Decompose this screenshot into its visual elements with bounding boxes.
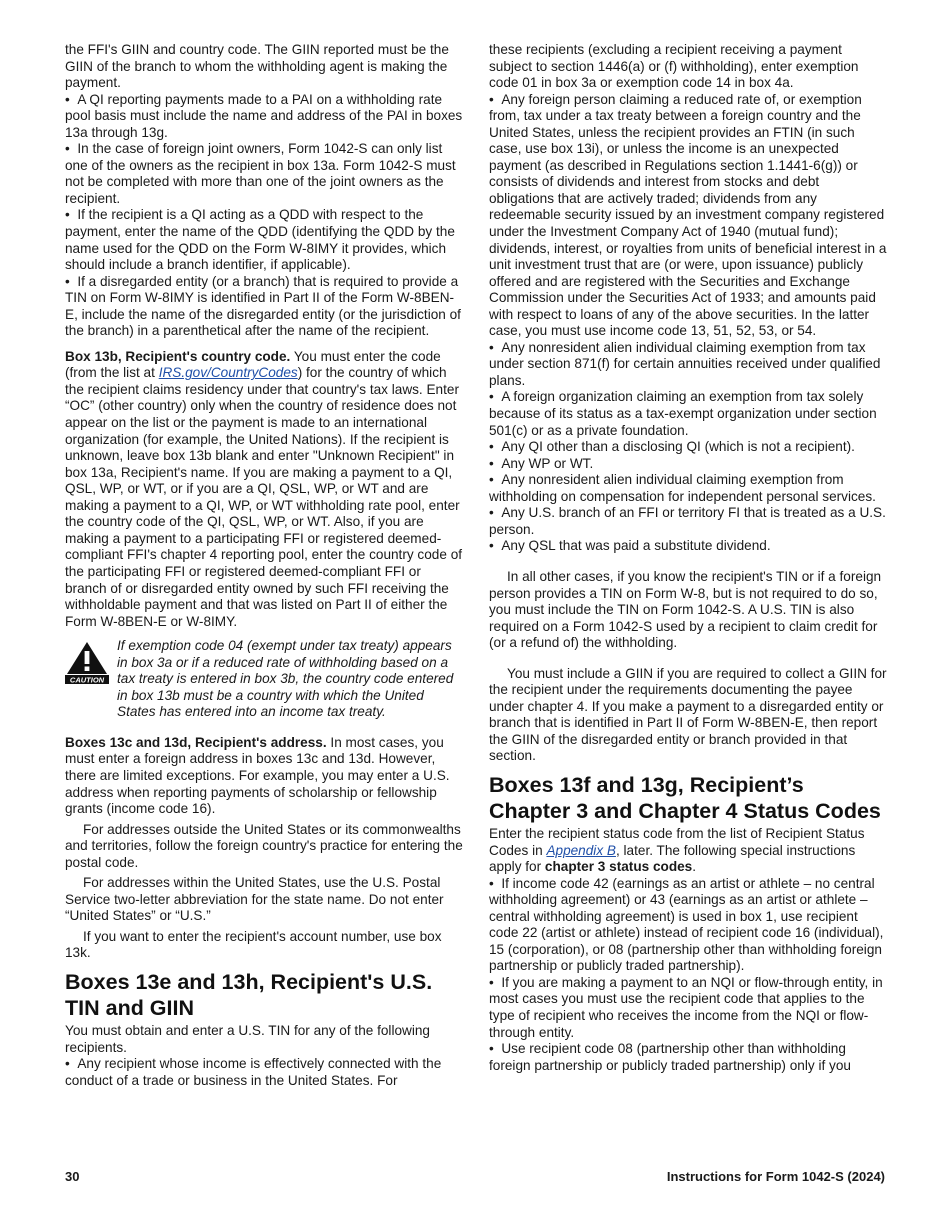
- bullet-item: • Any foreign person claiming a reduced rate of, or exemption from, tax under a tax treaty between a foreign country and the United States, unless the recipient provides an FTIN (in such case, use box 13i), or unless the income is an unexpected payment (as described in Regulations section 1.1441-6(g)) or consists of dividends and interest from stocks and debt obligations that are actively traded; dividends from any redeemable security issued by an investment company registered under the Investment Company Act of 1940 (mutual fund); dividends, interest, or royalties from units of beneficial interest in a unit investment trust that are (or were, upon issuance) publicly offered and are registered with the Securities and Exchange Commission under the Securities Act of 1933; and amounts paid with respect to loans of any of the above securities. In the latter case, you must use income code 13, 51, 52, 53, or 54.: [489, 92, 887, 340]
- box-13cd-text: In most cases, you must enter a foreign address in boxes 13c and 13d. However, there are limited exceptions. For example, you may enter a U.S. address when reporting payments of scholarship or fellowship grants (income code 16).: [65, 734, 450, 817]
- paragraph-13f: Enter the recipient status code from the list of Recipient Status Codes in Appendix B, later. The following special instructions apply for chapter 3 status codes.: [489, 825, 865, 875]
- bullet-item: • If you are making a payment to an NQI or flow-through entity, in most cases you must use the recipient code that applies to the type of recipient who receives the income from the NQI or flow-through entity.: [489, 975, 887, 1041]
- appendix-b-link[interactable]: Appendix B: [546, 842, 616, 858]
- paragraph: the FFI's GIIN and country code. The GIIN reported must be the GIIN of the branch to whom the withholding agent is making the payment.: [65, 42, 449, 91]
- bullet-item: • Any nonresident alien individual claiming exemption from tax under section 871(f) for certain annuities received under qualified plans.: [489, 340, 887, 390]
- bullet-item: • In the case of foreign joint owners, Form 1042-S can only list one of the owners as the recipient in box 13a. Form 1042-S must not be completed with more than one of the joint owners as the recipient.: [65, 141, 463, 207]
- bullet-item: • Any WP or WT.: [489, 456, 887, 473]
- paragraph: these recipients (excluding a recipient receiving a payment subject to section 1446(a) or (f) withholding), enter exemption code 01 in box 3a or exemption code 14 in box 4a.: [489, 42, 859, 91]
- paragraph: You must obtain and enter a U.S. TIN for any of the following recipients.: [65, 1022, 430, 1055]
- section-heading-13f: Boxes 13f and 13g, Recipient’s Chapter 3 and Chapter 4 Status Codes: [489, 772, 881, 823]
- box-13b-text-b: ) for the country of which the recipient claims residency under that country's tax laws. Enter “OC” (other country) only when the country of residence does not appear on the list or the payment is made to an international organization (for example, the United Nations). If the recipient is unknown, leave box 13b blank and enter "Unknown Recipient" in box 13a, Recipient's name. If you are making a payment to a QI, QSL, WP, or WT, or if you are a QI, QSL, WP, or WT and are making a payment to a QI, WP, or WT withholding rate pool, enter the country code of the QI, QSL, WP, or WT. Also, if you are making a payment to a participating FFI or registered deemed-compliant FFI's chapter 4 reporting pool, enter the country code of the participating FFI or registered deemed-compliant FFI or branch of or disregarded entity owned by such FFI receiving the withholdable payment and that was listed on Part II of either the Form W-8BEN-E or W-8IMY.: [65, 365, 463, 629]
- svg-text:CAUTION: CAUTION: [69, 675, 105, 685]
- country-codes-link[interactable]: IRS.gov/CountryCodes: [158, 365, 298, 381]
- paragraph: If you want to enter the recipient's account number, use box 13k.: [65, 928, 442, 961]
- bullet-item: • A QI reporting payments made to a PAI on a withholding rate pool basis must include the name and address of the PAI in boxes 13a through 13g.: [65, 92, 463, 142]
- bullet-item: • If income code 42 (earnings as an artist or athlete – no central withholding agreement) or 43 (earnings as an artist or athlete – central withholding agreement) is used in box 1, use recipient code 22 (artist or athlete) instead of recipient code 16 (individual), 15 (corporation), or 08 (partnership other than withholding foreign partnership or publicly traded partnership).: [489, 876, 887, 975]
- section-heading-13e: Boxes 13e and 13h, Recipient's U.S. TIN and GIIN: [65, 969, 433, 1020]
- bullet-item: • Any QI other than a disclosing QI (which is not a recipient).: [489, 439, 887, 456]
- bullet-item: • If the recipient is a QI acting as a QDD with respect to the payment, enter the name of the QDD (identifying the QDD by the name used for the QDD on the Form W-8IMY it provides, which should include a branch identifier, if applicable).: [65, 207, 463, 273]
- bullet-item: • Any QSL that was paid a substitute dividend.: [489, 538, 887, 555]
- box-13b-text-a: You must enter the code (from the list at: [65, 348, 441, 381]
- right-column: [489, 42, 887, 1074]
- caution-text: If exemption code 04 (exempt under tax treaty) appears in box 3a or if a reduced rate of withholding based on a tax treaty is entered in box 3b, the country code entered in box 13b must be a country with which the United States has entered into an income tax treaty.: [117, 638, 454, 720]
- bullet-item: • Any nonresident alien individual claiming exemption from withholding on compensation for independent personal services.: [489, 472, 887, 505]
- bullet-item: • A foreign organization claiming an exemption from tax solely because of its status as a tax-exempt organization under section 501(c) or as a private foundation.: [489, 389, 887, 439]
- box-13cd-section: [65, 735, 463, 818]
- bullet-item: • If a disregarded entity (or a branch) that is required to provide a TIN on Form W-8IMY is identified in Part II of the Form W-8BEN-E, include the name of the disregarded entity (or the jurisdiction of the branch) in a parenthetical after the name of the recipient.: [65, 274, 463, 340]
- box-13b-section: [65, 349, 463, 630]
- paragraph: In all other cases, if you know the recipient's TIN or if a foreign person provides a TIN on Form W-8, but is not required to do so, you must include the TIN on Form 1042-S. A U.S. TIN is also required on a Form 1042-S used by a recipient to claim credit for (or a refund of) the withholding.: [489, 568, 882, 651]
- page-number: 30: [65, 1169, 80, 1184]
- document-title: Instructions for Form 1042-S (2024): [666, 1169, 885, 1184]
- bullet-item: • Use recipient code 08 (partnership other than withholding foreign partnership or publicly traded partnership) only if you: [489, 1041, 887, 1074]
- caution-icon: [65, 640, 109, 684]
- left-column: [65, 42, 463, 1089]
- paragraph: For addresses within the United States, use the U.S. Postal Service two-letter abbreviation for the state name. Do not enter “United States” or “U.S.”: [65, 875, 444, 924]
- bullet-item: • Any U.S. branch of an FFI or territory FI that is treated as a U.S. person.: [489, 505, 887, 538]
- caution-note: [65, 638, 463, 721]
- box-13b-heading: Box 13b, Recipient's country code.: [65, 348, 291, 364]
- paragraph: You must include a GIIN if you are required to collect a GIIN for the recipient under the requirements documenting the payee under chapter 4. If you make a payment to a disregarded entity or branch that is identified in Part II of Form W-8BEN-E, then report the GIIN of the disregarded entity or branch provided in that section.: [489, 665, 887, 764]
- bullet-item: • Any recipient whose income is effectively connected with the conduct of a trade or business in the United States. For: [65, 1056, 463, 1089]
- paragraph: For addresses outside the United States or its commonwealths and territories, follow the foreign country's practice for entering the postal code.: [65, 821, 463, 870]
- box-13cd-heading: Boxes 13c and 13d, Recipient's address.: [65, 734, 327, 750]
